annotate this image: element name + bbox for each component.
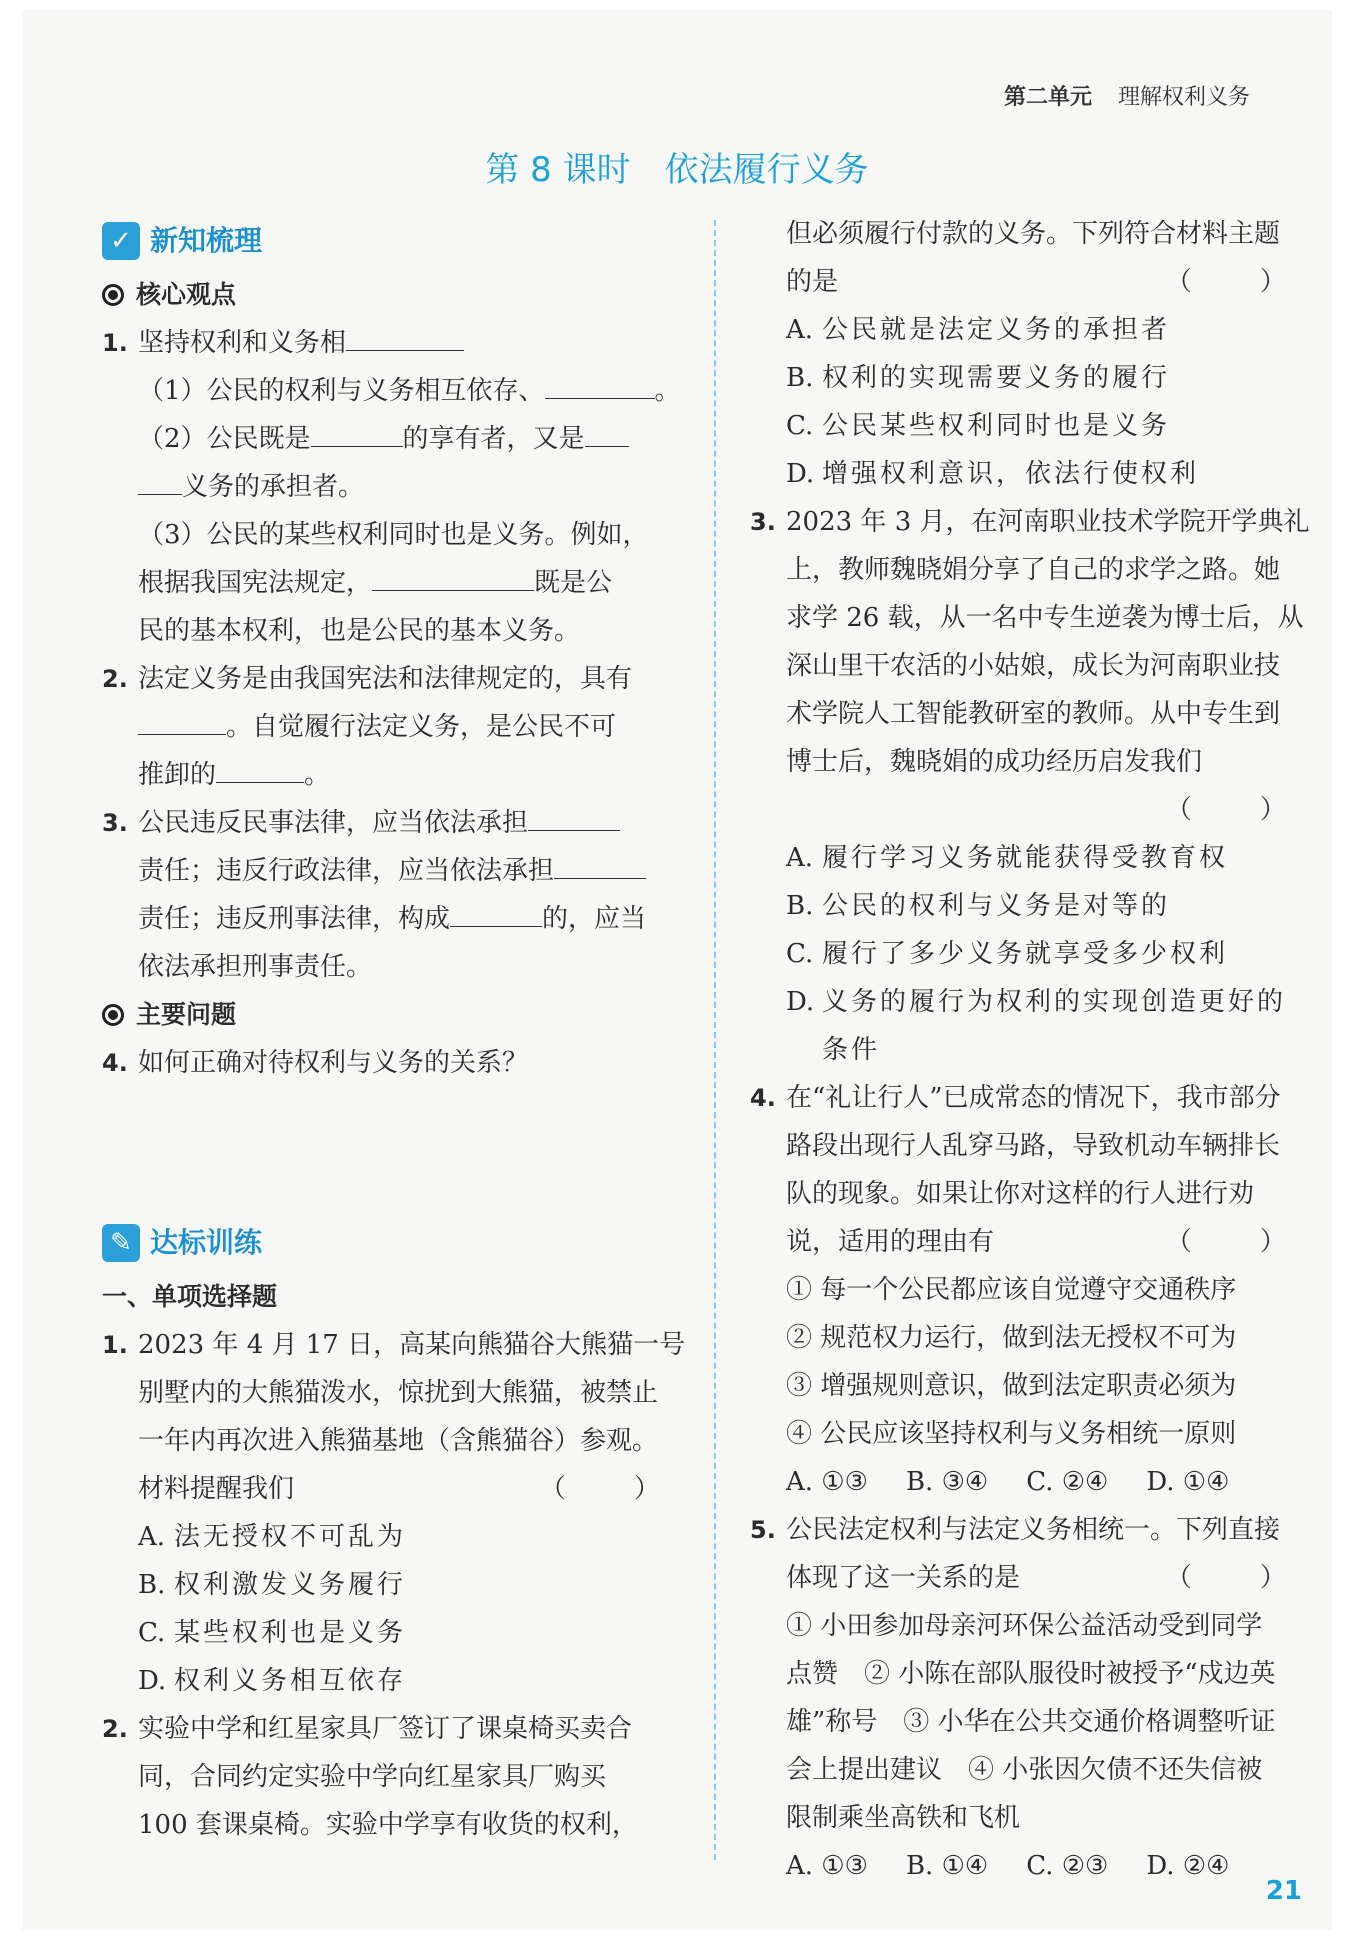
choice-c[interactable]: C. ②④ bbox=[1026, 1467, 1109, 1497]
option-c[interactable] bbox=[102, 1609, 690, 1657]
question-text: 公民法定权利与法定义务相统一。下列直接 bbox=[786, 1515, 1281, 1545]
option-text: 法无授权不可乱为 bbox=[174, 1522, 407, 1552]
question-text: 路段出现行人乱穿马路，导致机动车辆排长 bbox=[786, 1131, 1281, 1161]
question-text: 法定义务是由我国宪法和法律规定的，具有 bbox=[138, 664, 633, 694]
running-header bbox=[1004, 80, 1250, 111]
question-text: 。自觉履行法定义务，是公民不可 bbox=[226, 712, 617, 742]
target-bullet-icon bbox=[102, 284, 124, 306]
statement-item: ③ 增强规则意识，做到法定职责必须为 bbox=[786, 1371, 1237, 1401]
question-text: 100 套课桌椅。实验中学享有收货的权利， bbox=[138, 1810, 638, 1840]
answer-blank[interactable] bbox=[585, 416, 629, 447]
sub-text: 民的基本权利，也是公民的基本义务。 bbox=[138, 616, 581, 646]
option-text: 权利的实现需要义务的履行 bbox=[822, 363, 1171, 393]
answer-paren[interactable]: （ ） bbox=[539, 1474, 690, 1504]
option-letter: C. bbox=[786, 411, 814, 441]
question-text: 限制乘坐高铁和飞机 bbox=[786, 1803, 1021, 1833]
question-text: 别墅内的大熊猫泼水，惊扰到大熊猫，被禁止 bbox=[138, 1378, 659, 1408]
choice-row bbox=[750, 1842, 1316, 1890]
question-number: 3. bbox=[102, 809, 128, 837]
mc-question-1 bbox=[102, 1321, 690, 1513]
option-a[interactable] bbox=[750, 834, 1316, 882]
choice-c[interactable]: C. ②③ bbox=[1026, 1851, 1109, 1881]
question-number: 1. bbox=[102, 329, 128, 357]
question-text: 术学院人工智能教研室的教师。从中专生到 bbox=[786, 699, 1281, 729]
question-text: ① 小田参加母亲河环保公益活动受到同学 bbox=[786, 1611, 1263, 1641]
statement-item: ④ 公民应该坚持权利与义务相统一原则 bbox=[786, 1419, 1237, 1449]
section-title: 达标训练 bbox=[150, 1226, 263, 1259]
option-letter: C. bbox=[786, 939, 814, 969]
option-text: 公民某些权利同时也是义务 bbox=[822, 411, 1171, 441]
option-text: 权利义务相互依存 bbox=[174, 1666, 407, 1696]
option-letter: C. bbox=[138, 1618, 166, 1648]
page-number: 21 bbox=[1265, 1876, 1302, 1906]
option-letter: D. bbox=[786, 459, 815, 489]
sub-text: 既是公 bbox=[534, 568, 613, 598]
option-text: 公民就是法定义务的承担者 bbox=[822, 315, 1171, 345]
section-header-practice bbox=[102, 1217, 690, 1269]
question-text: 实验中学和红星家具厂签订了课桌椅买卖合 bbox=[138, 1714, 633, 1744]
sub-text: （2）公民既是 bbox=[138, 424, 311, 454]
pencil-square-icon: ✎ bbox=[102, 1224, 140, 1262]
question-text: 推卸的 bbox=[138, 760, 217, 790]
answer-paren[interactable]: （ ） bbox=[1165, 1563, 1316, 1593]
mc-question-2 bbox=[102, 1705, 690, 1849]
column-divider bbox=[714, 220, 716, 1860]
answer-blank[interactable] bbox=[311, 416, 403, 447]
question-number: 1. bbox=[102, 1331, 128, 1359]
question-text: 求学 26 载，从一名中专生逆袭为博士后，从 bbox=[786, 603, 1304, 633]
answer-paren[interactable]: （ ） bbox=[1165, 1227, 1316, 1257]
question-number: 5. bbox=[750, 1516, 776, 1544]
choice-d[interactable]: D. ②④ bbox=[1146, 1851, 1230, 1881]
mc-question-3 bbox=[750, 498, 1316, 834]
choice-a[interactable]: A. ①③ bbox=[786, 1467, 868, 1497]
question-text: 责任；违反行政法律，应当依法承担 bbox=[138, 856, 555, 886]
question-text: 队的现象。如果让你对这样的行人进行劝 bbox=[786, 1179, 1255, 1209]
answer-blank[interactable] bbox=[138, 464, 182, 495]
question-text: 但必须履行付款的义务。下列符合材料主题 bbox=[786, 219, 1281, 249]
option-text: 增强权利意识，依法行使权利 bbox=[822, 459, 1200, 489]
option-text: 某些权利也是义务 bbox=[174, 1618, 407, 1648]
option-text-continued: 条件 bbox=[822, 1035, 881, 1065]
sub-text: 的享有者，又是 bbox=[402, 424, 585, 454]
option-letter: B. bbox=[786, 891, 814, 921]
lesson-name: 依法履行义务 bbox=[664, 150, 869, 190]
left-column bbox=[102, 215, 690, 1849]
answer-blank[interactable] bbox=[545, 368, 655, 399]
option-c[interactable] bbox=[750, 930, 1316, 978]
option-d[interactable] bbox=[102, 1657, 690, 1705]
answer-blank[interactable] bbox=[372, 560, 534, 591]
option-letter: A. bbox=[786, 315, 814, 345]
question-4 bbox=[102, 1039, 690, 1087]
question-number: 3. bbox=[750, 508, 776, 536]
choice-b[interactable]: B. ③④ bbox=[905, 1467, 989, 1497]
option-d[interactable] bbox=[750, 978, 1316, 1026]
right-column bbox=[750, 210, 1316, 1890]
question-text: 点赞 ② 小陈在部队服役时被授予“戍边英 bbox=[786, 1659, 1276, 1689]
unit-title: 理解权利义务 bbox=[1117, 85, 1250, 110]
question-number: 2. bbox=[102, 665, 128, 693]
core-points-heading bbox=[102, 271, 690, 319]
question-text: 。 bbox=[304, 760, 331, 790]
question-text: 的，应当 bbox=[542, 904, 647, 934]
option-text: 义务的履行为权利的实现创造更好的 bbox=[822, 987, 1287, 1017]
question-text: 的是 bbox=[786, 267, 839, 297]
question-text: 2023 年 4 月 17 日，高某向熊猫谷大熊猫一号 bbox=[138, 1330, 686, 1360]
option-letter: B. bbox=[138, 1570, 166, 1600]
option-a[interactable] bbox=[750, 306, 1316, 354]
mc-question-5 bbox=[750, 1506, 1316, 1842]
question-1 bbox=[102, 319, 690, 655]
target-bullet-icon bbox=[102, 1004, 124, 1026]
option-c[interactable] bbox=[750, 402, 1316, 450]
lesson-number: 第 8 课时 bbox=[485, 150, 631, 190]
question-text: 会上提出建议 ④ 小张因欠债不还失信被 bbox=[786, 1755, 1263, 1785]
question-text: 博士后，魏晓娟的成功经历启发我们 bbox=[786, 747, 1203, 777]
answer-paren[interactable]: （ ） bbox=[1165, 267, 1316, 297]
question-text: 雄”称号 ③ 小华在公共交通价格调整听证 bbox=[786, 1707, 1276, 1737]
question-text: 深山里干农活的小姑娘，成长为河南职业技 bbox=[786, 651, 1281, 681]
choice-row bbox=[750, 1458, 1316, 1506]
core-points-label: 核心观点 bbox=[136, 280, 237, 309]
answer-blank[interactable] bbox=[138, 704, 226, 735]
answer-blank[interactable] bbox=[216, 752, 304, 783]
option-letter: A. bbox=[786, 843, 814, 873]
answer-blank[interactable] bbox=[554, 848, 646, 879]
question-text: 上，教师魏晓娟分享了自己的求学之路。她 bbox=[786, 555, 1281, 585]
mc-question-4 bbox=[750, 1074, 1316, 1266]
option-text: 权利激发义务履行 bbox=[174, 1570, 407, 1600]
question-type-heading: 一、单项选择题 bbox=[102, 1282, 278, 1311]
question-text: 坚持权利和义务相 bbox=[138, 328, 347, 358]
question-2 bbox=[102, 655, 690, 799]
question-text: 如何正确对待权利与义务的关系？ bbox=[138, 1048, 529, 1078]
page-title bbox=[22, 142, 1332, 191]
sub-text: 根据我国宪法规定， bbox=[138, 568, 373, 598]
sub-text: 义务的承担者。 bbox=[182, 472, 365, 502]
option-d[interactable] bbox=[750, 450, 1316, 498]
answer-blank[interactable] bbox=[346, 320, 464, 351]
question-number: 2. bbox=[102, 1715, 128, 1743]
main-questions-label: 主要问题 bbox=[136, 1000, 237, 1029]
option-a[interactable] bbox=[102, 1513, 690, 1561]
statement-item: ② 规范权力运行，做到法无授权不可为 bbox=[786, 1323, 1237, 1353]
question-text: 依法承担刑事责任。 bbox=[138, 952, 373, 982]
choice-b[interactable]: B. ①④ bbox=[905, 1851, 989, 1881]
answer-space[interactable] bbox=[102, 1087, 690, 1217]
option-text: 公民的权利与义务是对等的 bbox=[822, 891, 1171, 921]
option-b[interactable] bbox=[750, 882, 1316, 930]
question-text: 说，适用的理由有 bbox=[786, 1227, 995, 1257]
question-number: 4. bbox=[102, 1049, 128, 1077]
answer-blank[interactable] bbox=[450, 896, 542, 927]
choice-a[interactable]: A. ①③ bbox=[786, 1851, 868, 1881]
question-text: 在“礼让行人”已成常态的情况下，我市部分 bbox=[786, 1083, 1281, 1113]
answer-paren[interactable]: （ ） bbox=[1165, 795, 1316, 825]
question-text: 责任；违反刑事法律，构成 bbox=[138, 904, 451, 934]
statement-item: ① 每一个公民都应该自觉遵守交通秩序 bbox=[786, 1275, 1237, 1305]
answer-blank[interactable] bbox=[528, 800, 620, 831]
sub-text: （1）公民的权利与义务相互依存、 bbox=[138, 376, 545, 406]
option-letter: A. bbox=[138, 1522, 166, 1552]
option-b[interactable] bbox=[750, 354, 1316, 402]
question-text: 材料提醒我们 bbox=[138, 1474, 295, 1504]
question-text: 一年内再次进入熊猫基地（含熊猫谷）参观。 bbox=[138, 1426, 659, 1456]
unit-label: 第二单元 bbox=[1003, 85, 1092, 110]
question-number: 4. bbox=[750, 1084, 776, 1112]
question-3 bbox=[102, 799, 690, 991]
question-text: 2023 年 3 月，在河南职业技术学院开学典礼 bbox=[786, 507, 1310, 537]
option-letter: D. bbox=[138, 1666, 167, 1696]
question-text: 公民违反民事法律，应当依法承担 bbox=[138, 808, 529, 838]
sub-text: 。 bbox=[654, 376, 681, 406]
option-letter: B. bbox=[786, 363, 814, 393]
option-text: 履行学习义务就能获得受教育权 bbox=[822, 843, 1229, 873]
section-title: 新知梳理 bbox=[150, 224, 263, 257]
option-text: 履行了多少义务就享受多少权利 bbox=[822, 939, 1229, 969]
choice-d[interactable]: D. ①④ bbox=[1146, 1467, 1230, 1497]
sub-text: （3）公民的某些权利同时也是义务。例如， bbox=[138, 520, 649, 550]
option-letter: D. bbox=[786, 987, 815, 1017]
check-square-icon: ✓ bbox=[102, 222, 140, 260]
workbook-page bbox=[22, 10, 1332, 1930]
section-header-review bbox=[102, 215, 690, 267]
question-text: 体现了这一关系的是 bbox=[786, 1563, 1021, 1593]
option-b[interactable] bbox=[102, 1561, 690, 1609]
question-text: 同，合同约定实验中学向红星家具厂购买 bbox=[138, 1762, 607, 1792]
main-questions-heading bbox=[102, 991, 690, 1039]
